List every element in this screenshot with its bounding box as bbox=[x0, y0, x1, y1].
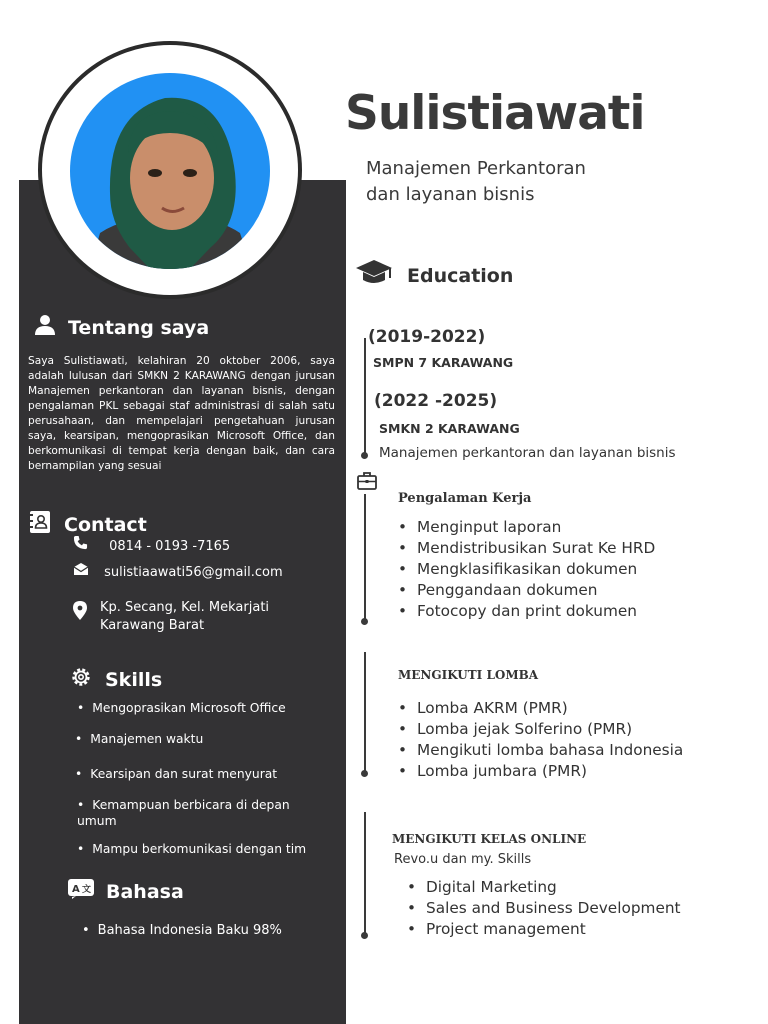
svg-text:A: A bbox=[72, 884, 80, 895]
role-line-2: dan layanan bisnis bbox=[366, 184, 535, 205]
language-item: • Bahasa Indonesia Baku 98% bbox=[82, 923, 282, 939]
graduation-cap-icon bbox=[355, 258, 393, 293]
education-major: Manajemen perkantoran dan layanan bisnis bbox=[379, 445, 676, 461]
translate-icon bbox=[68, 879, 94, 904]
list-item: • Mengklasifikasikan dokumen bbox=[398, 559, 655, 580]
list-item: • Menginput laporan bbox=[398, 517, 655, 538]
timeline-line bbox=[364, 652, 366, 774]
user-icon bbox=[34, 314, 56, 341]
skill-item: • Manajemen waktu bbox=[75, 731, 203, 747]
profile-photo bbox=[38, 41, 302, 299]
education-years: (2022 -2025) bbox=[374, 391, 498, 411]
skill-item: • Kemampuan berbicara di depan umum bbox=[77, 797, 317, 829]
phone-row bbox=[73, 535, 230, 554]
list-item: • Lomba jejak Solferino (PMR) bbox=[398, 719, 683, 740]
online-classes-list bbox=[407, 877, 681, 940]
language-heading bbox=[68, 879, 184, 904]
candidate-role bbox=[366, 156, 666, 208]
education-school: SMKN 2 KARAWANG bbox=[379, 421, 520, 436]
about-text: Saya Sulistiawati, kelahiran 20 oktober 2006, saya adalah lulusan dari SMKN 2 KARAWANG dengan jurusan Manajemen perkantoran dan layanan bisnis, dengan pengalaman PKL sebagai staf administrasi di salah satu perusahaan, dan mempelajari pengetahuan jurusan saya, kearsipan, mengoprasikan Microsoft Office, dan berkomunikasi di tempat kerja dengan baik, dan cara bernampilan yang sesuai bbox=[28, 355, 335, 472]
skills-heading bbox=[69, 665, 162, 694]
list-item: • Fotocopy dan print dokumen bbox=[398, 601, 655, 622]
list-item: • Lomba jumbara (PMR) bbox=[398, 761, 683, 782]
list-item: • Project management bbox=[407, 919, 681, 940]
skill-item: • Mampu berkomunikasi dengan tim bbox=[77, 841, 306, 857]
gear-icon bbox=[69, 665, 93, 694]
photo-background bbox=[70, 73, 270, 269]
timeline-dot bbox=[361, 618, 368, 625]
briefcase-icon bbox=[357, 471, 377, 495]
email-address[interactable]: sulistiaawati56@gmail.com bbox=[104, 565, 283, 580]
portrait-illustration bbox=[70, 73, 270, 269]
list-item: • Digital Marketing bbox=[407, 877, 681, 898]
list-item: • Mengikuti lomba bahasa Indonesia bbox=[398, 740, 683, 761]
timeline-line bbox=[364, 812, 366, 936]
timeline-line bbox=[364, 338, 366, 456]
timeline-dot bbox=[361, 932, 368, 939]
competitions-title: MENGIKUTI LOMBA bbox=[398, 668, 539, 682]
list-item: • Mendistribusikan Surat Ke HRD bbox=[398, 538, 655, 559]
address-row bbox=[73, 599, 269, 635]
online-classes-provider: Revo.u dan my. Skills bbox=[394, 852, 532, 867]
about-title: Tentang saya bbox=[68, 316, 210, 339]
location-pin-icon bbox=[73, 601, 87, 626]
candidate-name: Sulistiawati bbox=[345, 86, 645, 141]
svg-text:文: 文 bbox=[82, 885, 92, 895]
language-title: Bahasa bbox=[106, 880, 184, 903]
timeline-line bbox=[364, 494, 366, 622]
skill-item: • Mengoprasikan Microsoft Office bbox=[77, 700, 286, 716]
contact-book-icon bbox=[28, 510, 52, 539]
phone-number[interactable]: 0814 - 0193 -7165 bbox=[109, 539, 231, 554]
competitions-list bbox=[398, 698, 683, 782]
education-school: SMPN 7 KARAWANG bbox=[373, 355, 514, 370]
mail-icon bbox=[73, 563, 89, 580]
list-item: • Lomba AKRM (PMR) bbox=[398, 698, 683, 719]
address-line-1: Kp. Secang, Kel. Mekarjati bbox=[100, 600, 270, 615]
skill-item: • Kearsipan dan surat menyurat bbox=[75, 766, 277, 782]
contact-title: Contact bbox=[64, 513, 147, 536]
timeline-dot bbox=[361, 770, 368, 777]
experience-title: Pengalaman Kerja bbox=[398, 491, 532, 506]
about-heading bbox=[34, 314, 209, 341]
list-item: • Penggandaan dokumen bbox=[398, 580, 655, 601]
email-row bbox=[73, 563, 283, 580]
address-line-2: Karawang Barat bbox=[100, 618, 205, 633]
list-item: • Sales and Business Development bbox=[407, 898, 681, 919]
education-title: Education bbox=[407, 264, 514, 287]
experience-list bbox=[398, 517, 655, 622]
role-line-1: Manajemen Perkantoran bbox=[366, 158, 586, 179]
phone-icon bbox=[73, 535, 89, 554]
timeline-dot bbox=[361, 452, 368, 459]
skills-title: Skills bbox=[105, 668, 163, 691]
education-heading bbox=[355, 258, 513, 293]
education-years: (2019-2022) bbox=[368, 327, 486, 347]
online-classes-title: MENGIKUTI KELAS ONLINE bbox=[392, 832, 587, 846]
